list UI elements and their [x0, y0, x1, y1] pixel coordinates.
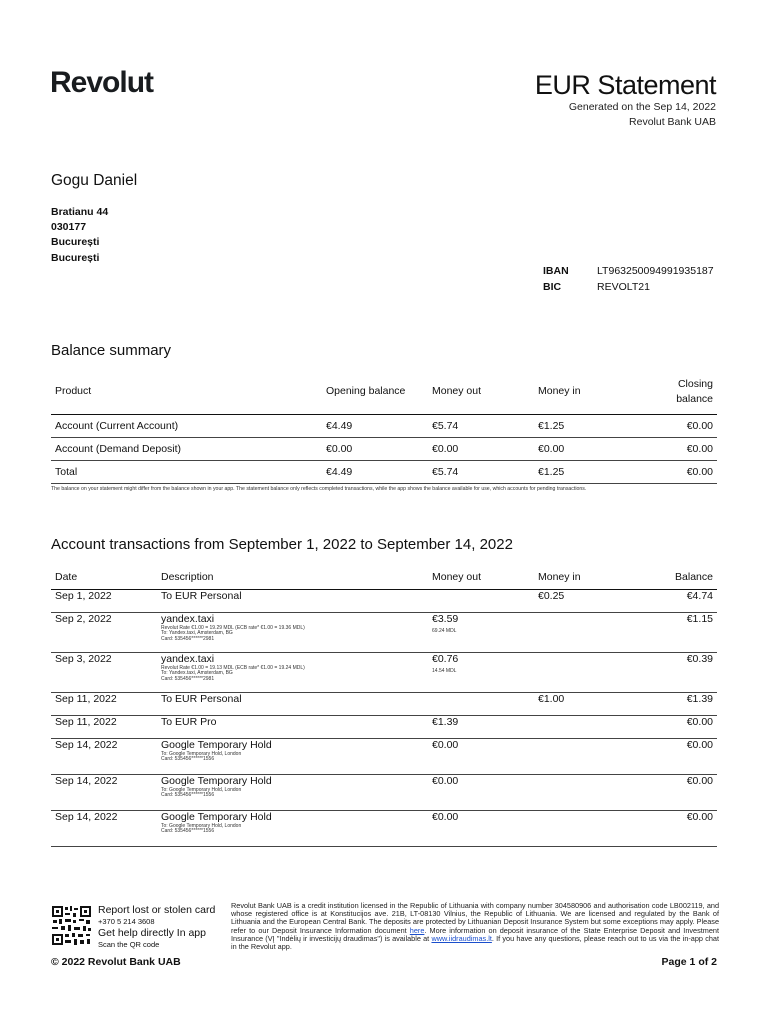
page-number: Page 1 of 2 [661, 956, 717, 968]
legal-text: . More information on deposit insurance of the State Enterprise Deposit and Investment Insurance (VĮ "Indėlių ir investicijų draudimas") is available at [231, 925, 719, 943]
transaction-description [157, 738, 428, 774]
transaction-money-out-text: €0.00 [432, 738, 459, 751]
transaction-date [51, 612, 157, 652]
bank-name: Revolut Bank UAB [629, 116, 716, 128]
transaction-date-text: Sep 14, 2022 [55, 810, 118, 823]
address-line: București [51, 236, 100, 249]
transaction-detail: To: Yandex.taxi, Amsterdam, BG [161, 670, 233, 677]
table-cell: €4.49 [322, 460, 428, 483]
transaction-date [51, 810, 157, 846]
transaction-money-out [428, 715, 534, 738]
transaction-description [157, 652, 428, 692]
transaction-description [157, 715, 428, 738]
deposit-info-link[interactable]: here [409, 925, 425, 935]
table-cell: €0.00 [428, 437, 534, 460]
column-header: Money out [428, 370, 534, 414]
transaction-date [51, 589, 157, 612]
transactions-title: Account transactions from September 1, 2022 to September 14, 2022 [51, 536, 513, 553]
legal-notice [231, 902, 719, 951]
transaction-date-text: Sep 14, 2022 [55, 738, 118, 751]
transaction-detail: Card: 535456******2981 [161, 675, 215, 682]
transaction-row [51, 738, 717, 774]
table-cell: €0.00 [640, 437, 717, 460]
table-cell: €1.25 [534, 414, 640, 437]
transaction-balance [640, 774, 717, 810]
card-help [98, 904, 215, 950]
legal-text: Revolut Bank UAB is a credit institution licensed in the Republic of Lithuania with company number 304580906 and authorisation code LB002119, and whose registered office is at Konstitucijos ave. 21B, LT-08130 Vilnius, the Republic of Lithuania. We are licensed and regulated by the Bank of Lithuania and the European Central Bank. The deposits are protected by Lithuanian Deposit Insurance System but some exceptions may apply. Please refer to our Deposit Insurance Information document [231, 901, 719, 935]
transaction-description [157, 692, 428, 715]
transaction-balance-text: €1.39 [686, 692, 713, 705]
transaction-balance [640, 692, 717, 715]
transaction-money-out [428, 612, 534, 652]
report-card-text: Report lost or stolen card [98, 904, 216, 916]
transaction-money-in [534, 774, 640, 810]
transaction-money-out [428, 692, 534, 715]
table-cell: €0.00 [640, 460, 717, 483]
table-header-row [51, 370, 717, 414]
transaction-detail: To: Yandex.taxi, Amsterdam, BG [161, 630, 233, 637]
balance-summary-title: Balance summary [51, 342, 172, 359]
column-header: Money in [534, 370, 640, 414]
transaction-date-text: Sep 1, 2022 [55, 589, 112, 602]
transaction-money-in-text: €0.25 [538, 589, 565, 602]
table-cell: €4.49 [322, 414, 428, 437]
transaction-balance-text: €1.15 [686, 612, 713, 625]
transaction-date [51, 692, 157, 715]
bic-value: REVOLT21 [597, 280, 650, 293]
table-row-total [51, 460, 717, 483]
transaction-balance [640, 715, 717, 738]
transaction-detail: To: Google Temporary Hold, London [161, 786, 242, 793]
transaction-detail: Card: 535456******1556 [161, 828, 215, 835]
transaction-description-text: To EUR Personal [161, 589, 242, 602]
transaction-balance [640, 612, 717, 652]
statement-title: EUR Statement [534, 70, 716, 100]
transaction-description-text: Google Temporary Hold [161, 738, 272, 751]
transaction-detail: Card: 535456******1556 [161, 756, 215, 763]
table-header-row [51, 566, 717, 589]
transaction-description-text: yandex.taxi [161, 612, 215, 625]
transaction-balance-text: €0.00 [686, 810, 713, 823]
address-line: Bratianu 44 [51, 206, 109, 218]
column-header: Description [157, 566, 428, 589]
transaction-money-out [428, 738, 534, 774]
transaction-money-out [428, 774, 534, 810]
transaction-money-in [534, 589, 640, 612]
transactions-body [51, 589, 717, 846]
generated-date: Generated on the Sep 14, 2022 [568, 101, 716, 113]
table-cell: Total [51, 460, 322, 483]
iidraudimas-link[interactable]: www.iidraudimas.lt [431, 933, 492, 943]
transaction-money-out-text: €3.59 [432, 612, 459, 625]
iban-label: IBAN [543, 265, 569, 277]
transaction-money-out-text: €0.00 [432, 810, 459, 823]
transaction-detail: To: Google Temporary Hold, London [161, 750, 242, 757]
transaction-description-text: yandex.taxi [161, 652, 215, 665]
transaction-row [51, 652, 717, 692]
table-cell: €1.25 [534, 460, 640, 483]
transaction-money-out [428, 589, 534, 612]
transaction-row [51, 692, 717, 715]
transaction-detail: Revolut Rate €1.00 = 19.13 MDL (ECB rate* €1.00 = 19.24 MDL) [161, 664, 305, 671]
transaction-money-in-text: €1.00 [538, 692, 565, 705]
transactions-table [51, 566, 717, 847]
money-out-original-amount: 69.24 MDL [432, 627, 457, 634]
transaction-date-text: Sep 11, 2022 [55, 692, 117, 705]
transaction-money-out [428, 810, 534, 846]
balance-note: The balance on your statement might differ from the balance shown in your app. The statement balance only reflects completed transactions, while the app shows the balance available for use, which accounts for pending transactions. [51, 486, 587, 492]
table-cell: €0.00 [322, 437, 428, 460]
transaction-balance-text: €0.39 [686, 652, 713, 665]
transaction-money-out [428, 652, 534, 692]
column-header: Opening balance [322, 370, 428, 414]
transaction-date [51, 774, 157, 810]
address-line: 030177 [51, 221, 87, 234]
transaction-money-in [534, 652, 640, 692]
scan-qr-text: Scan the QR code [98, 940, 160, 949]
transaction-description [157, 810, 428, 846]
table-cell: Account (Current Account) [51, 414, 322, 437]
transaction-money-in [534, 738, 640, 774]
transaction-date-text: Sep 3, 2022 [55, 652, 112, 665]
support-phone: +370 5 214 3608 [98, 917, 155, 926]
transaction-description [157, 589, 428, 612]
table-cell: €5.74 [428, 414, 534, 437]
transaction-money-out-text: €0.76 [432, 652, 459, 665]
transaction-description-text: Google Temporary Hold [161, 810, 272, 823]
statement-header [535, 70, 716, 130]
table-cell: €0.00 [534, 437, 640, 460]
legal-text: . If you have any questions, please reach out to us via the in-app chat in the Revolut app. [231, 933, 719, 952]
column-header: Closing balance [640, 370, 717, 414]
transaction-description [157, 774, 428, 810]
transaction-money-out-text: €1.39 [432, 715, 459, 728]
transaction-balance [640, 738, 717, 774]
transaction-money-in [534, 612, 640, 652]
transaction-description [157, 612, 428, 652]
table-row [51, 414, 717, 437]
transaction-balance-text: €0.00 [686, 715, 713, 728]
transaction-balance [640, 652, 717, 692]
qr-code-icon [51, 905, 92, 946]
address-line: București [51, 251, 100, 264]
transaction-row [51, 715, 717, 738]
table-cell: €0.00 [640, 414, 717, 437]
column-header: Balance [640, 566, 717, 589]
transaction-row [51, 774, 717, 810]
holder-address [51, 205, 108, 266]
transaction-date-text: Sep 2, 2022 [55, 612, 112, 625]
transaction-money-in [534, 692, 640, 715]
transaction-date [51, 715, 157, 738]
transaction-balance-text: €4.74 [686, 589, 713, 602]
column-header: Money in [534, 566, 640, 589]
transaction-description-text: To EUR Personal [161, 692, 242, 705]
copyright: © 2022 Revolut Bank UAB [51, 956, 181, 968]
transaction-date [51, 738, 157, 774]
transaction-detail: To: Google Temporary Hold, London [161, 822, 242, 829]
transaction-row [51, 612, 717, 652]
transaction-row [51, 810, 717, 846]
account-holder-name: Gogu Daniel [51, 172, 138, 189]
transaction-row [51, 589, 717, 612]
table-cell: Account (Demand Deposit) [51, 437, 322, 460]
transaction-detail: Card: 535456******1556 [161, 792, 215, 799]
transaction-date [51, 652, 157, 692]
transaction-date-text: Sep 11, 2022 [55, 715, 117, 728]
transaction-description-text: Google Temporary Hold [161, 774, 272, 787]
transaction-money-in [534, 810, 640, 846]
transaction-money-in [534, 715, 640, 738]
iban-value: LT963250094991935187 [597, 265, 714, 277]
table-row [51, 437, 717, 460]
transaction-detail: Revolut Rate €1.00 = 19.29 MDL (ECB rate* €1.00 = 19.36 MDL) [161, 624, 305, 631]
transaction-balance [640, 810, 717, 846]
transaction-balance-text: €0.00 [686, 738, 713, 751]
bic-label: BIC [543, 280, 562, 293]
in-app-help-text: Get help directly In app [98, 927, 206, 939]
transaction-balance-text: €0.00 [686, 774, 713, 787]
transaction-detail: Card: 535456******2981 [161, 635, 215, 642]
bank-details [543, 264, 714, 295]
column-header: Money out [428, 566, 534, 589]
balance-summary-table [51, 370, 717, 484]
table-cell: €5.74 [428, 460, 534, 483]
transaction-date-text: Sep 14, 2022 [55, 774, 118, 787]
column-header: Product [51, 370, 322, 414]
money-out-original-amount: 14.54 MDL [432, 667, 457, 674]
column-header: Date [51, 566, 157, 589]
revolut-logo: Revolut [50, 66, 154, 99]
transaction-description-text: To EUR Pro [161, 715, 217, 728]
transaction-balance [640, 589, 717, 612]
transaction-money-out-text: €0.00 [432, 774, 459, 787]
